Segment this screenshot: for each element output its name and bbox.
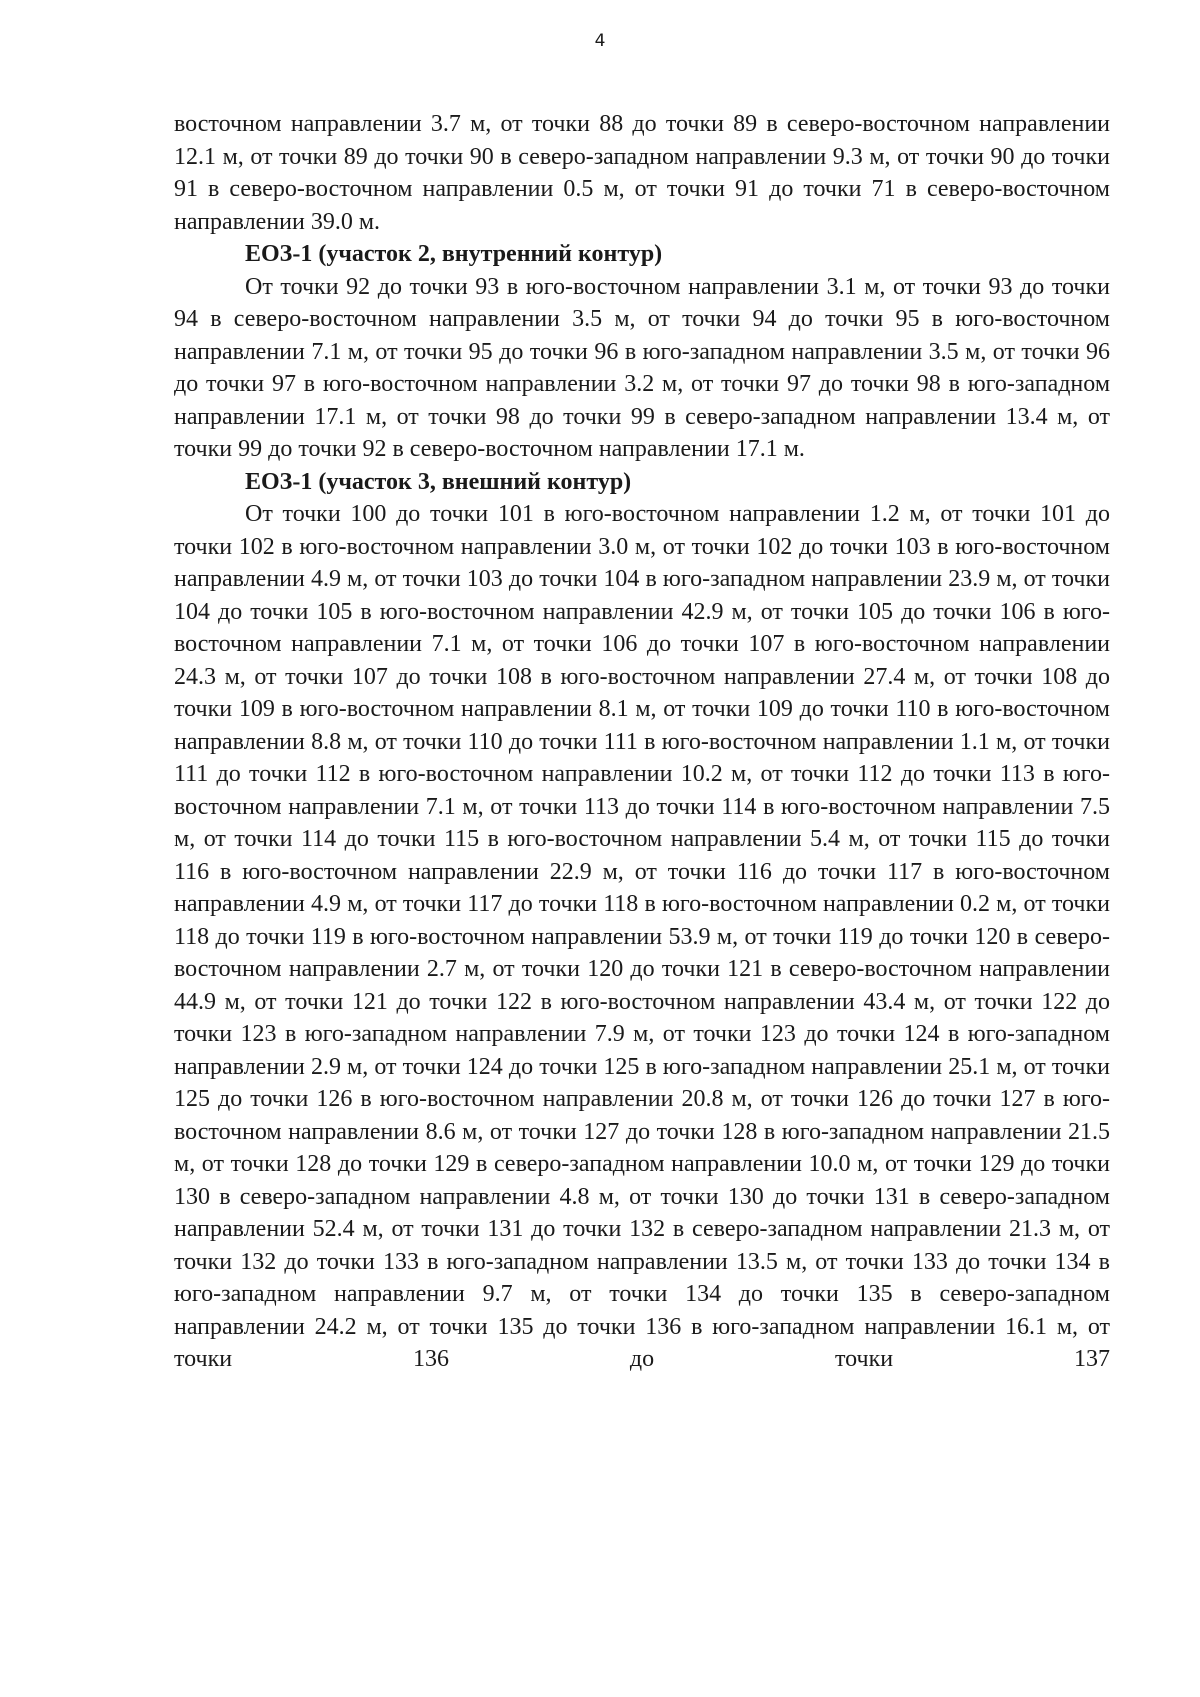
section-2-paragraph: От точки 92 до точки 93 в юго-восточном направлении 3.1 м, от точки 93 до точки 94 в северо-восточном направлении 3.5 м, от точки 94 до точки 95 в юго-восточном направлении 7.1 м, от точки 95 до точки 96 в юго-западном направлении 3.5 м, от точки 96 до точки 97 в юго-восточном направлении 3.2 м, от точки 97 до точки 98 в юго-западном направлении 17.1 м, от точки 98 до точки 99 в северо-западном направлении 13.4 м, от точки 99 до точки 92 в северо-восточном направлении 17.1 м.: [174, 273, 1110, 462]
intro-paragraph: восточном направлении 3.7 м, от точки 88 до точки 89 в северо-восточном направлении 12.1 м, от точки 89 до точки 90 в северо-западном направлении 9.3 м, от точки 90 до точки 91 в северо-восточном направлении 0.5 м, от точки 91 до точки 71 в северо-восточном направлении 39.0 м.: [174, 111, 1110, 235]
section-2-heading: ЕОЗ-1 (участок 2, внутренний контур): [245, 241, 663, 267]
page-number: 4: [594, 31, 606, 51]
section-3-paragraph: От точки 100 до точки 101 в юго-восточном направлении 1.2 м, от точки 101 до точки 102 в юго-восточном направлении 3.0 м, от точки 102 до точки 103 в юго-восточном направлении 4.9 м, от точки 103 до точки 104 в юго-западном направлении 23.9 м, от точки 104 до точки 105 в юго-восточном направлении 42.9 м, от точки 105 до точки 106 в юго-восточном направлении 7.1 м, от точки 106 до точки 107 в юго-восточном направлении 24.3 м, от точки 107 до точки 108 в юго-восточном направлении 27.4 м, от точки 108 до точки 109 в юго-восточном направлении 8.1 м, от точки 109 до точки 110 в юго-восточном направлении 8.8 м, от точки 110 до точки 111 в юго-восточном направлении 1.1 м, от точки 111 до точки 112 в юго-восточном направлении 10.2 м, от точки 112 до точки 113 в юго-восточном направлении 7.1 м, от точки 113 до точки 114 в юго-восточном направлении 7.5 м, от точки 114 до точки 115 в юго-восточном направлении 5.4 м, от точки 115 до точки 116 в юго-восточном направлении 22.9 м, от точки 116 до точки 117 в юго-восточном направлении 4.9 м, от точки 117 до точки 118 в юго-восточном направлении 0.2 м, от точки 118 до точки 119 в юго-восточном направлении 53.9 м, от точки 119 до точки 120 в северо-восточном направлении 2.7 м, от точки 120 до точки 121 в северо-восточном направлении 44.9 м, от точки 121 до точки 122 в юго-восточном направлении 43.4 м, от точки 122 до точки 123 в юго-западном направлении 7.9 м, от точки 123 до точки 124 в юго-западном направлении 2.9 м, от точки 124 до точки 125 в юго-западном направлении 25.1 м, от точки 125 до точки 126 в юго-восточном направлении 20.8 м, от точки 126 до точки 127 в юго-восточном направлении 8.6 м, от точки 127 до точки 128 в юго-западном направлении 21.5 м, от точки 128 до точки 129 в северо-западном направлении 10.0 м, от точки 129 до точки 130 в северо-западном направлении 4.8 м, от точки 130 до точки 131 в северо-западном направлении 52.4 м, от точки 131 до точки 132 в северо-западном направлении 21.3 м, от точки 132 до точки 133 в юго-западном направлении 13.5 м, от точки 133 до точки 134 в юго-западном направлении 9.7 м, от точки 134 до точки 135 в северо-западном направлении 24.2 м, от точки 135 до точки 136 в юго-западном направлении 16.1 м, от точки 136 до точки 137: [174, 501, 1110, 1372]
document-body: [174, 108, 1110, 1376]
section-3-heading: ЕОЗ-1 (участок 3, внешний контур): [245, 468, 632, 495]
